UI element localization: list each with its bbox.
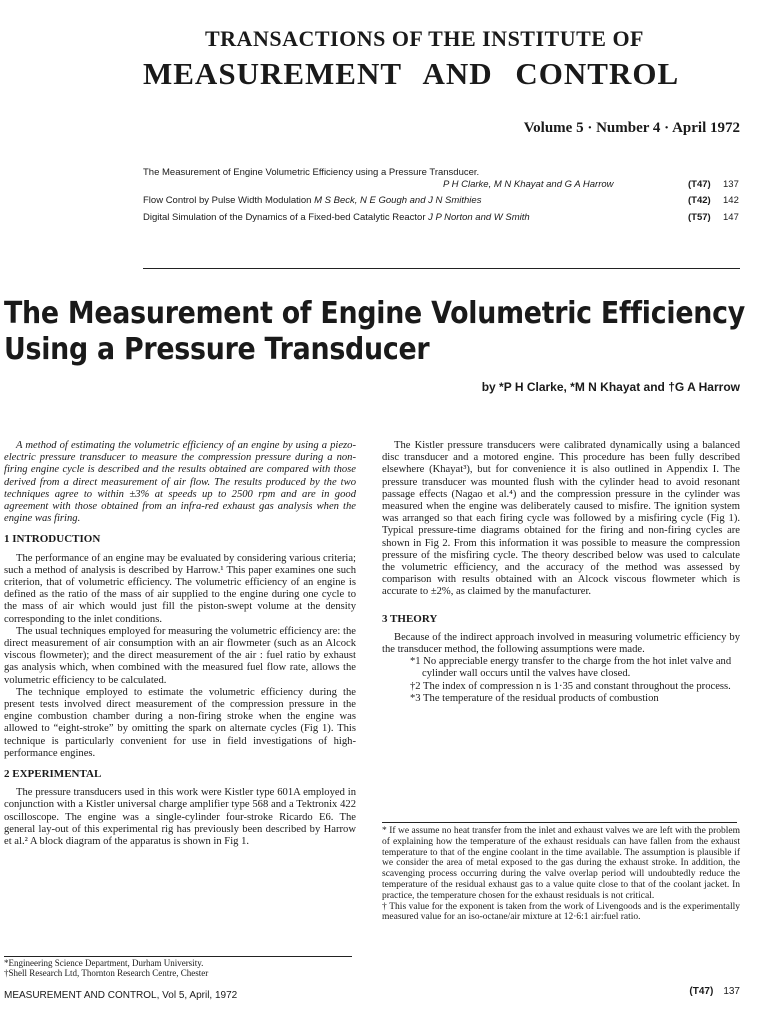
- journal-title-line2: MEASUREMENT AND CONTROL: [143, 56, 680, 91]
- paragraph: The Kistler pressure transducers were calibrated dynamically using a balanced disc transducer and a motored engine. This procedure has been fully described elsewhere (Khayat³), but for convenience it is also outlined in Appendix I. The pressure transducer was mounted flush with the cylinder head to avoid resonant passage effects (Nagao et al.⁴) and the compression pressure in the cylinder was measured when the engine was deliberately caused to misfire. The ignition system was arranged so that each firing cycle was followed by a misfiring cycle (Fig 1). Typical pressure-time diagrams obtained for the firing and non-firing cycles are shown in Fig 2. From this information it was possible to measure the compression pressure of the misfiring cycle. The theory described below was used to calculate the volumetric efficiency, and the accuracy of the method was assessed by comparison with results obtained with an Alcock viscous flowmeter which is accurate to ±2%, as claimed by the manufacturer.: [382, 440, 740, 598]
- toc-title: Flow Control by Pulse Width Modulation: [143, 195, 312, 206]
- toc-entry: [143, 167, 743, 190]
- assumption-item: †2 The index of compression n is 1·35 and constant throughout the process.: [410, 680, 731, 692]
- toc-entry: [143, 212, 743, 223]
- toc-title: Digital Simulation of the Dynamics of a Fixed-bed Catalytic Reactor: [143, 212, 426, 223]
- byline: by *P H Clarke, *M N Khayat and †G A Harrow: [481, 380, 740, 394]
- toc-authors: J P Norton and W Smith: [428, 212, 530, 223]
- affiliation-footnotes: [4, 958, 352, 978]
- paragraph: The performance of an engine may be evaluated by considering various criteria; such a method of analysis is described by Harrow.¹ This paper examines one such criterion, that of volumetric efficiency. The volumetric efficiency of an engine is defined as the ratio of the mass of air supplied to the engine during one cycle to the mass of air which would just fill the piston-swept volume at the density corresponding to the inlet conditions.: [4, 552, 356, 625]
- running-footer: MEASUREMENT AND CONTROL, Vol 5, April, 1972: [4, 990, 238, 1001]
- paragraph: The usual techniques employed for measuring the volumetric efficiency are: the direct measurement of air consumption with an air flowmeter (such as an Alcock viscous flowmeter); and the direct measurement of the air : fuel ratio by exhaust gas analysis which, when combined with the measured fuel flow rate, allows the volumetric efficiency to be calculated.: [4, 625, 356, 686]
- left-column: [4, 440, 356, 848]
- paragraph: The technique employed to estimate the volumetric efficiency during the present tests involved direct measurement of the compression pressure in the engine combustion chamber during a non-firing stroke when the engine was allowed to “eight-stroke” by omitting the spark on alternate cycles (Fig 1). This technique is particularly convenient for use in field investigations of high-performance engines.: [4, 686, 356, 759]
- journal-title-line1: TRANSACTIONS OF THE INSTITUTE OF: [205, 26, 644, 51]
- toc-page: 142: [723, 195, 739, 206]
- footnote: *Engineering Science Department, Durham University.: [4, 958, 204, 968]
- footnote: †Shell Research Ltd, Thornton Research Centre, Chester: [4, 968, 209, 978]
- theory-footnotes: [382, 826, 740, 923]
- paragraph: The pressure transducers used in this work were Kistler type 601A employed in conjunction with a Kistler universal charge amplifier type 568 and a Tektronix 422 oscilloscope. The engine was a single-cylinder four-stroke Ricardo E6. The general lay-out of this experimental rig has previously been described by Harrow et al.² A block diagram of the apparatus is shown in Fig 1.: [4, 787, 356, 848]
- header-rule: [143, 268, 740, 269]
- toc-authors: M S Beck, N E Gough and J N Smithies: [314, 195, 482, 206]
- toc-code: (T47): [688, 179, 711, 190]
- right-column: [382, 440, 740, 705]
- section-heading-theory: 3 THEORY: [382, 612, 438, 625]
- assumption-item: *3 The temperature of the residual products of combustion: [410, 692, 659, 704]
- footnote-rule: [4, 956, 352, 957]
- footnote: * If we assume no heat transfer from the inlet and exhaust valves we are left with the problem of explaining how the temperature of the exhaust residuals can have fallen from the exhaust temperature to that of the engine coolant in the time available. The assumption is plausible if we consider the area of metal exposed to the gas during the exhaust stroke. In addition, the scavenging process occurring during the valve overlap period will undoubtedly reduce the temperature of the residual exhaust gas to a value quite close to that of the coolant jacket. In practice, the temperature chosen for the exhaust residuals is not critical.: [382, 826, 740, 901]
- footnote-rule: [382, 822, 737, 823]
- toc-code: (T42): [688, 195, 711, 206]
- article-title-line2: Using a Pressure Transducer: [4, 332, 430, 367]
- paragraph: Because of the indirect approach involved in measuring volumetric efficiency by the transducer method, the following assumptions were made.: [382, 631, 740, 656]
- toc-title: The Measurement of Engine Volumetric Efficiency using a Pressure Transducer.: [143, 167, 480, 178]
- toc-entry: [143, 195, 743, 206]
- footnote: † This value for the exponent is taken from the work of Livengoods and is the experimentally measured value for an iso-octane/air mixture at 12·6:1 air:fuel ratio.: [382, 901, 740, 923]
- toc-code: (T57): [688, 212, 711, 223]
- abstract: A method of estimating the volumetric efficiency of an engine by using a piezo-electric pressure transducer to measure the compression pressure during a non-firing engine cycle is described and the results obtained are compared with those derived from a direct measurement of air flow. The results produced by the two techniques agree to within ±3% at speeds up to 2500 rpm and are in good agreement with those obtained from an infra-red exhaust gas analysis when the engine was firing.: [4, 440, 356, 525]
- article-title: [4, 296, 745, 368]
- toc-page: 147: [723, 212, 739, 223]
- section-heading-experimental: 2 EXPERIMENTAL: [4, 768, 102, 781]
- article-title-line1: The Measurement of Engine Volumetric Efficiency: [4, 296, 745, 331]
- assumption-item: *1 No appreciable energy transfer to the charge from the hot inlet valve and cylinder wall occurs until the valves have closed.: [410, 656, 732, 680]
- toc-page: 137: [723, 179, 739, 190]
- issue-line: Volume 5 · Number 4 · April 1972: [523, 120, 740, 136]
- page-number: 137: [723, 986, 740, 997]
- page-number-block: [689, 986, 740, 997]
- article-code: (T47): [689, 986, 714, 997]
- section-heading-introduction: 1 INTRODUCTION: [4, 533, 101, 546]
- toc-authors: P H Clarke, M N Khayat and G A Harrow: [443, 179, 614, 190]
